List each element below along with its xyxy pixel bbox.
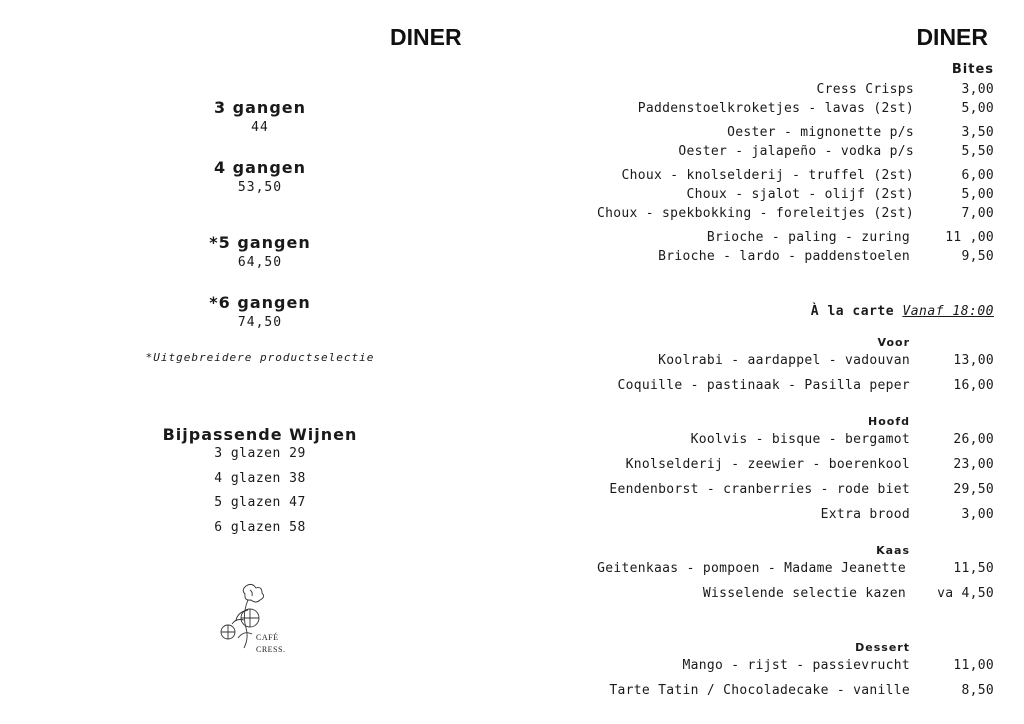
menu-price: 64,50 [237,255,283,270]
voor-item-name: Coquille - pastinaak - Pasilla peper [617,378,910,393]
dessert-heading: Dessert [855,641,910,654]
wine-option: 3 glazen 29 [214,446,306,461]
logo-text-2: CRESS. [256,645,286,654]
menu-name: 4 gangen [213,158,307,177]
bites-item-name: Oester - jalapeño - vodka p/s [678,144,914,159]
cafe-cress-logo [218,580,298,660]
bites-item-name: Brioche - lardo - paddenstoelen [658,249,910,264]
bites-item-name: Choux - sjalot - olijf (2st) [686,187,914,202]
bites-item-price: 7,00 [961,206,994,221]
menu-name: 3 gangen [213,98,307,117]
hoofd-heading: Hoofd [868,415,910,428]
bites-item-name: Paddenstoelkroketjes - lavas (2st) [637,101,914,116]
dessert-item-name: Mango - rijst - passievrucht [682,658,910,673]
alacarte-heading [811,304,994,319]
bites-item-name: Choux - spekbokking - foreleitjes (2st) [597,206,914,221]
hoofd-item-price: 29,50 [953,482,994,497]
bites-item-price: 3,50 [961,125,994,140]
bites-item-price: 5,00 [961,187,994,202]
bites-item-price: 5,50 [961,144,994,159]
bites-item-price: 5,00 [961,101,994,116]
bites-item-price: 3,00 [961,82,994,97]
hoofd-item-price: 3,00 [961,507,994,522]
hoofd-item-price: 26,00 [953,432,994,447]
hoofd-item-price: 23,00 [953,457,994,472]
kaas-item-name: Geitenkaas - pompoen - Madame Jeanette [597,561,906,576]
wine-option: 4 glazen 38 [214,471,306,486]
voor-item-name: Koolrabi - aardappel - vadouvan [658,353,910,368]
bites-item-name: Choux - knolselderij - truffel (2st) [621,168,914,183]
alacarte-time: Vanaf 18:00 [902,304,994,319]
hoofd-item-name: Eendenborst - cranberries - rode biet [609,482,910,497]
bites-item-name: Brioche - paling - zuring [706,230,910,245]
menu-note: *Uitgebreidere productselectie [145,351,375,364]
bites-item-name: Oester - mignonette p/s [727,125,914,140]
voor-item-price: 16,00 [953,378,994,393]
bites-item-price: 6,00 [961,168,994,183]
dessert-item-name: Tarte Tatin / Chocoladecake - vanille [609,683,910,698]
right-title: DINER [916,24,988,50]
kaas-item-price: 11,50 [953,561,994,576]
bites-heading: Bites [951,62,994,77]
hoofd-item-name: Extra brood [820,507,910,522]
kaas-item-price: va 4,50 [937,586,994,601]
kaas-heading: Kaas [876,544,910,557]
menu-price: 74,50 [237,315,283,330]
menu-name: *6 gangen [209,293,311,312]
kaas-item-name: Wisselende selectie kazen [702,586,906,601]
wine-option: 5 glazen 47 [214,495,306,510]
menu-price: 53,50 [237,180,283,195]
voor-heading: Voor [877,336,910,349]
wines-title: Bijpassende Wijnen [162,425,358,444]
hoofd-item-name: Koolvis - bisque - bergamot [690,432,910,447]
dessert-item-price: 11,00 [953,658,994,673]
bites-item-price: 9,50 [961,249,994,264]
menu-price: 44 [251,120,269,135]
wine-option: 6 glazen 58 [214,520,306,535]
left-title: DINER [390,24,462,50]
bites-item-price: 11 ,00 [945,230,994,245]
dessert-item-price: 8,50 [961,683,994,698]
alacarte-label: À la carte [810,304,895,319]
logo-text-1: CAFÉ [256,633,279,642]
bites-item-name: Cress Crisps [816,82,914,97]
hoofd-item-name: Knolselderij - zeewier - boerenkool [625,457,910,472]
voor-item-price: 13,00 [953,353,994,368]
menu-name: *5 gangen [209,233,311,252]
